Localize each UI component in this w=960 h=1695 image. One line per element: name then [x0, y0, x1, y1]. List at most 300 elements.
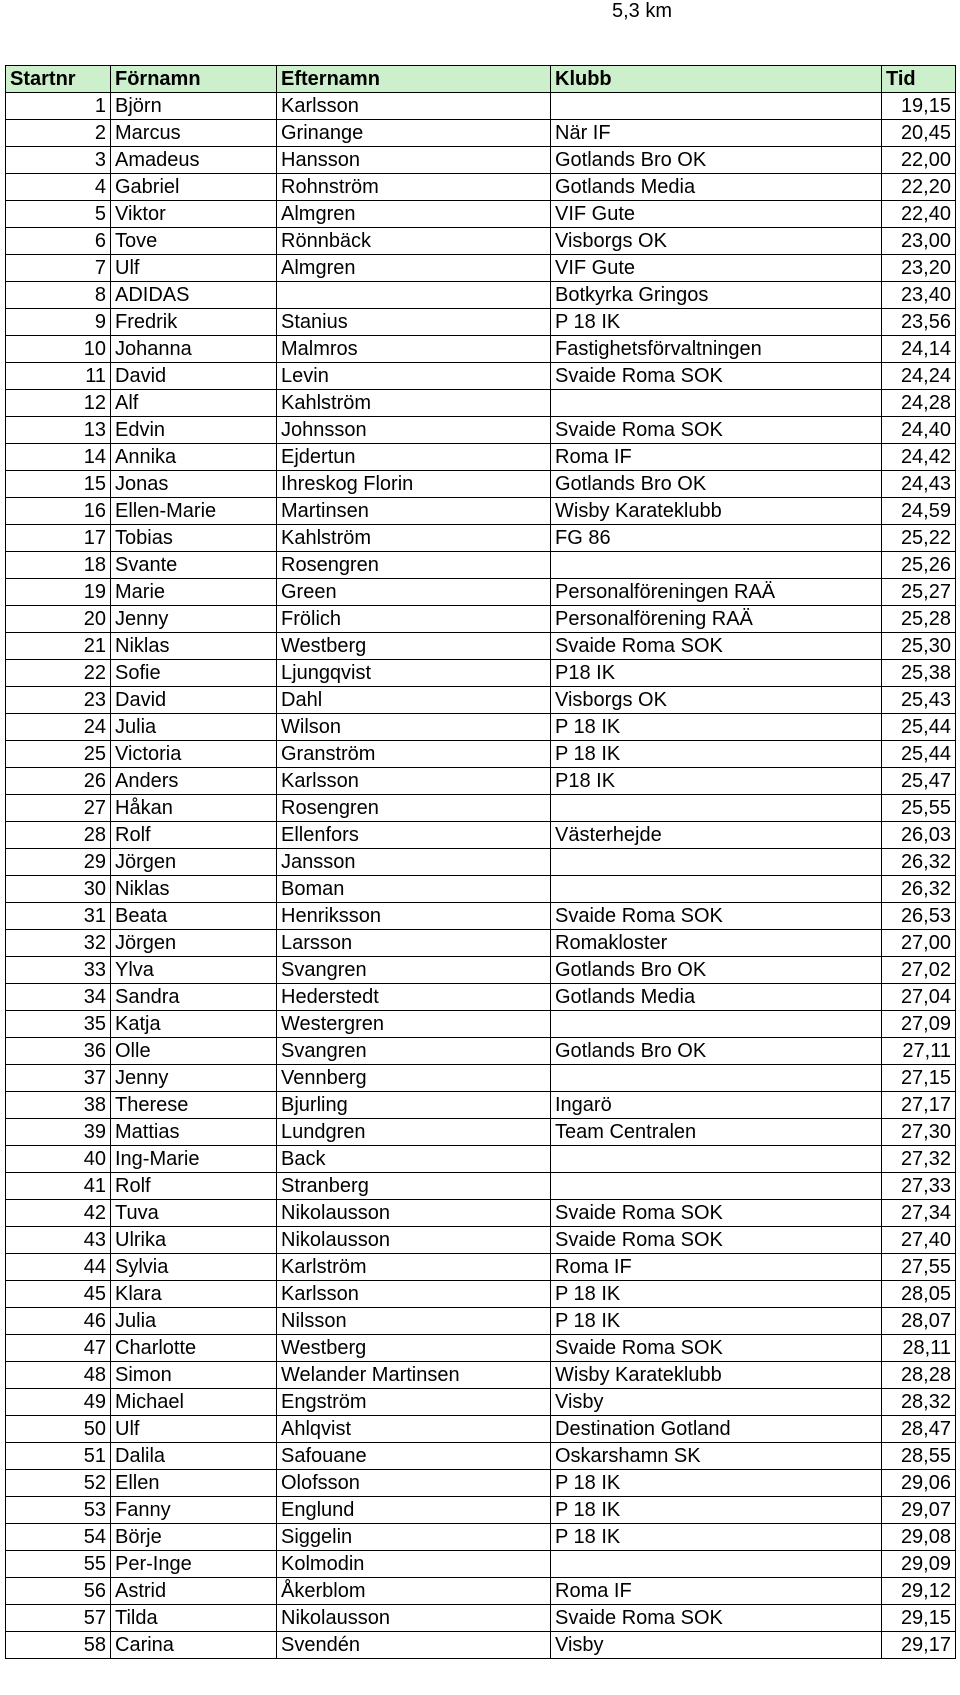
table-row: [6, 525, 956, 552]
table-row: [6, 417, 956, 444]
tid-cell: 27,30: [882, 1119, 956, 1146]
tid-cell: 29,12: [882, 1578, 956, 1605]
startnr-cell: 31: [6, 903, 111, 930]
fornamn-cell: Ulf: [111, 1416, 277, 1443]
fornamn-cell: Therese: [111, 1092, 277, 1119]
startnr-cell: 7: [6, 255, 111, 282]
klubb-cell: Svaide Roma SOK: [551, 417, 882, 444]
fornamn-cell: Tove: [111, 228, 277, 255]
klubb-cell: VIF Gute: [551, 255, 882, 282]
startnr-cell: 34: [6, 984, 111, 1011]
fornamn-cell: Michael: [111, 1389, 277, 1416]
efternamn-cell: Hansson: [277, 147, 551, 174]
klubb-cell: [551, 795, 882, 822]
startnr-cell: 2: [6, 120, 111, 147]
efternamn-cell: Green: [277, 579, 551, 606]
table-row: [6, 1578, 956, 1605]
klubb-cell: Visby: [551, 1632, 882, 1659]
efternamn-cell: Stanius: [277, 309, 551, 336]
startnr-cell: 44: [6, 1254, 111, 1281]
column-header-efternamn: Efternamn: [277, 66, 551, 93]
table-row: [6, 633, 956, 660]
table-row: [6, 444, 956, 471]
klubb-cell: P 18 IK: [551, 1524, 882, 1551]
startnr-cell: 20: [6, 606, 111, 633]
table-row: [6, 1092, 956, 1119]
startnr-cell: 40: [6, 1146, 111, 1173]
column-header-tid: Tid: [882, 66, 956, 93]
fornamn-cell: Björn: [111, 93, 277, 120]
fornamn-cell: Mattias: [111, 1119, 277, 1146]
efternamn-cell: Kolmodin: [277, 1551, 551, 1578]
tid-cell: 26,53: [882, 903, 956, 930]
table-row: [6, 957, 956, 984]
startnr-cell: 11: [6, 363, 111, 390]
startnr-cell: 46: [6, 1308, 111, 1335]
tid-cell: 27,15: [882, 1065, 956, 1092]
startnr-cell: 19: [6, 579, 111, 606]
fornamn-cell: Ylva: [111, 957, 277, 984]
tid-cell: 22,40: [882, 201, 956, 228]
fornamn-cell: Ing-Marie: [111, 1146, 277, 1173]
table-row: [6, 201, 956, 228]
startnr-cell: 36: [6, 1038, 111, 1065]
fornamn-cell: Svante: [111, 552, 277, 579]
tid-cell: 28,05: [882, 1281, 956, 1308]
klubb-cell: Gotlands Bro OK: [551, 147, 882, 174]
startnr-cell: 32: [6, 930, 111, 957]
efternamn-cell: Bjurling: [277, 1092, 551, 1119]
klubb-cell: Svaide Roma SOK: [551, 1227, 882, 1254]
table-row: [6, 282, 956, 309]
efternamn-cell: Nilsson: [277, 1308, 551, 1335]
klubb-cell: Gotlands Media: [551, 984, 882, 1011]
tid-cell: 25,44: [882, 714, 956, 741]
efternamn-cell: Levin: [277, 363, 551, 390]
tid-cell: 27,11: [882, 1038, 956, 1065]
klubb-cell: Romakloster: [551, 930, 882, 957]
table-row: [6, 1632, 956, 1659]
startnr-cell: 8: [6, 282, 111, 309]
table-row: [6, 1524, 956, 1551]
klubb-cell: Svaide Roma SOK: [551, 633, 882, 660]
efternamn-cell: Stranberg: [277, 1173, 551, 1200]
table-row: [6, 498, 956, 525]
efternamn-cell: Ahlqvist: [277, 1416, 551, 1443]
efternamn-cell: Henriksson: [277, 903, 551, 930]
results-body: [6, 93, 956, 1659]
efternamn-cell: Karlsson: [277, 1281, 551, 1308]
klubb-cell: Svaide Roma SOK: [551, 1605, 882, 1632]
fornamn-cell: Tuva: [111, 1200, 277, 1227]
fornamn-cell: Amadeus: [111, 147, 277, 174]
tid-cell: 27,02: [882, 957, 956, 984]
fornamn-cell: David: [111, 687, 277, 714]
efternamn-cell: Nikolausson: [277, 1200, 551, 1227]
startnr-cell: 13: [6, 417, 111, 444]
header-row: [6, 66, 956, 93]
table-row: [6, 660, 956, 687]
efternamn-cell: Hederstedt: [277, 984, 551, 1011]
efternamn-cell: Westberg: [277, 1335, 551, 1362]
tid-cell: 24,24: [882, 363, 956, 390]
table-row: [6, 1389, 956, 1416]
klubb-cell: P 18 IK: [551, 741, 882, 768]
fornamn-cell: Dalila: [111, 1443, 277, 1470]
klubb-cell: Roma IF: [551, 1254, 882, 1281]
table-row: [6, 1038, 956, 1065]
table-row: [6, 1281, 956, 1308]
fornamn-cell: Sofie: [111, 660, 277, 687]
fornamn-cell: Niklas: [111, 633, 277, 660]
results-table: [5, 65, 956, 1659]
table-row: [6, 579, 956, 606]
column-header-startnr: Startnr: [6, 66, 111, 93]
startnr-cell: 23: [6, 687, 111, 714]
tid-cell: 25,30: [882, 633, 956, 660]
table-row: [6, 1119, 956, 1146]
tid-cell: 24,43: [882, 471, 956, 498]
startnr-cell: 27: [6, 795, 111, 822]
startnr-cell: 48: [6, 1362, 111, 1389]
tid-cell: 28,07: [882, 1308, 956, 1335]
table-row: [6, 120, 956, 147]
klubb-cell: Gotlands Media: [551, 174, 882, 201]
table-row: [6, 1308, 956, 1335]
efternamn-cell: Boman: [277, 876, 551, 903]
klubb-cell: Personalföreningen RAÄ: [551, 579, 882, 606]
fornamn-cell: Marie: [111, 579, 277, 606]
table-row: [6, 1416, 956, 1443]
fornamn-cell: Gabriel: [111, 174, 277, 201]
tid-cell: 25,28: [882, 606, 956, 633]
klubb-cell: VIF Gute: [551, 201, 882, 228]
klubb-cell: Wisby Karateklubb: [551, 498, 882, 525]
fornamn-cell: Tobias: [111, 525, 277, 552]
tid-cell: 24,14: [882, 336, 956, 363]
tid-cell: 24,40: [882, 417, 956, 444]
tid-cell: 25,38: [882, 660, 956, 687]
tid-cell: 27,09: [882, 1011, 956, 1038]
efternamn-cell: Åkerblom: [277, 1578, 551, 1605]
efternamn-cell: Safouane: [277, 1443, 551, 1470]
klubb-cell: Svaide Roma SOK: [551, 1335, 882, 1362]
tid-cell: 24,28: [882, 390, 956, 417]
klubb-cell: Svaide Roma SOK: [551, 903, 882, 930]
fornamn-cell: ADIDAS: [111, 282, 277, 309]
fornamn-cell: Jenny: [111, 1065, 277, 1092]
fornamn-cell: Victoria: [111, 741, 277, 768]
klubb-cell: [551, 552, 882, 579]
table-row: [6, 363, 956, 390]
startnr-cell: 52: [6, 1470, 111, 1497]
klubb-cell: [551, 1551, 882, 1578]
efternamn-cell: Svangren: [277, 957, 551, 984]
startnr-cell: 37: [6, 1065, 111, 1092]
klubb-cell: Gotlands Bro OK: [551, 957, 882, 984]
efternamn-cell: Westberg: [277, 633, 551, 660]
table-row: [6, 984, 956, 1011]
fornamn-cell: Carina: [111, 1632, 277, 1659]
efternamn-cell: Almgren: [277, 201, 551, 228]
efternamn-cell: Svangren: [277, 1038, 551, 1065]
fornamn-cell: Rolf: [111, 822, 277, 849]
startnr-cell: 30: [6, 876, 111, 903]
table-row: [6, 147, 956, 174]
fornamn-cell: Anders: [111, 768, 277, 795]
klubb-cell: Västerhejde: [551, 822, 882, 849]
fornamn-cell: Beata: [111, 903, 277, 930]
efternamn-cell: Johnsson: [277, 417, 551, 444]
efternamn-cell: Granström: [277, 741, 551, 768]
fornamn-cell: Julia: [111, 714, 277, 741]
startnr-cell: 12: [6, 390, 111, 417]
tid-cell: 23,20: [882, 255, 956, 282]
tid-cell: 29,07: [882, 1497, 956, 1524]
table-row: [6, 174, 956, 201]
startnr-cell: 26: [6, 768, 111, 795]
fornamn-cell: Per-Inge: [111, 1551, 277, 1578]
table-row: [6, 1551, 956, 1578]
startnr-cell: 1: [6, 93, 111, 120]
startnr-cell: 35: [6, 1011, 111, 1038]
startnr-cell: 38: [6, 1092, 111, 1119]
tid-cell: 24,42: [882, 444, 956, 471]
startnr-cell: 55: [6, 1551, 111, 1578]
efternamn-cell: Ljungqvist: [277, 660, 551, 687]
tid-cell: 27,55: [882, 1254, 956, 1281]
tid-cell: 26,32: [882, 849, 956, 876]
table-row: [6, 1470, 956, 1497]
klubb-cell: Team Centralen: [551, 1119, 882, 1146]
klubb-cell: [551, 1173, 882, 1200]
startnr-cell: 53: [6, 1497, 111, 1524]
startnr-cell: 51: [6, 1443, 111, 1470]
efternamn-cell: Dahl: [277, 687, 551, 714]
tid-cell: 29,09: [882, 1551, 956, 1578]
startnr-cell: 41: [6, 1173, 111, 1200]
efternamn-cell: Vennberg: [277, 1065, 551, 1092]
tid-cell: 26,32: [882, 876, 956, 903]
table-row: [6, 1011, 956, 1038]
efternamn-cell: Olofsson: [277, 1470, 551, 1497]
klubb-cell: [551, 93, 882, 120]
klubb-cell: Visborgs OK: [551, 228, 882, 255]
tid-cell: 28,32: [882, 1389, 956, 1416]
efternamn-cell: [277, 282, 551, 309]
tid-cell: 25,27: [882, 579, 956, 606]
table-row: [6, 903, 956, 930]
fornamn-cell: Ellen-Marie: [111, 498, 277, 525]
klubb-cell: P 18 IK: [551, 1308, 882, 1335]
startnr-cell: 15: [6, 471, 111, 498]
table-row: [6, 552, 956, 579]
table-row: [6, 1605, 956, 1632]
startnr-cell: 56: [6, 1578, 111, 1605]
table-row: [6, 1065, 956, 1092]
startnr-cell: 10: [6, 336, 111, 363]
startnr-cell: 18: [6, 552, 111, 579]
tid-cell: 27,34: [882, 1200, 956, 1227]
tid-cell: 20,45: [882, 120, 956, 147]
table-row: [6, 228, 956, 255]
klubb-cell: Ingarö: [551, 1092, 882, 1119]
tid-cell: 26,03: [882, 822, 956, 849]
tid-cell: 28,55: [882, 1443, 956, 1470]
tid-cell: 29,06: [882, 1470, 956, 1497]
fornamn-cell: Astrid: [111, 1578, 277, 1605]
startnr-cell: 24: [6, 714, 111, 741]
fornamn-cell: David: [111, 363, 277, 390]
klubb-cell: Svaide Roma SOK: [551, 1200, 882, 1227]
startnr-cell: 50: [6, 1416, 111, 1443]
tid-cell: 25,26: [882, 552, 956, 579]
efternamn-cell: Engström: [277, 1389, 551, 1416]
column-header-klubb: Klubb: [551, 66, 882, 93]
efternamn-cell: Nikolausson: [277, 1605, 551, 1632]
efternamn-cell: Kahlström: [277, 525, 551, 552]
klubb-cell: [551, 1065, 882, 1092]
efternamn-cell: Englund: [277, 1497, 551, 1524]
tid-cell: 23,40: [882, 282, 956, 309]
table-row: [6, 876, 956, 903]
klubb-cell: Svaide Roma SOK: [551, 363, 882, 390]
table-row: [6, 255, 956, 282]
tid-cell: 29,17: [882, 1632, 956, 1659]
klubb-cell: Roma IF: [551, 444, 882, 471]
klubb-cell: [551, 390, 882, 417]
klubb-cell: [551, 849, 882, 876]
efternamn-cell: Karlsson: [277, 768, 551, 795]
efternamn-cell: Frölich: [277, 606, 551, 633]
table-row: [6, 741, 956, 768]
tid-cell: 25,55: [882, 795, 956, 822]
efternamn-cell: Karlström: [277, 1254, 551, 1281]
efternamn-cell: Karlsson: [277, 93, 551, 120]
fornamn-cell: Ulrika: [111, 1227, 277, 1254]
table-row: [6, 930, 956, 957]
table-row: [6, 1335, 956, 1362]
efternamn-cell: Rosengren: [277, 795, 551, 822]
table-row: [6, 768, 956, 795]
table-row: [6, 849, 956, 876]
klubb-cell: P 18 IK: [551, 1497, 882, 1524]
startnr-cell: 22: [6, 660, 111, 687]
startnr-cell: 25: [6, 741, 111, 768]
efternamn-cell: Lundgren: [277, 1119, 551, 1146]
startnr-cell: 16: [6, 498, 111, 525]
efternamn-cell: Siggelin: [277, 1524, 551, 1551]
fornamn-cell: Fredrik: [111, 309, 277, 336]
klubb-cell: Botkyrka Gringos: [551, 282, 882, 309]
klubb-cell: När IF: [551, 120, 882, 147]
efternamn-cell: Grinange: [277, 120, 551, 147]
tid-cell: 27,40: [882, 1227, 956, 1254]
klubb-cell: P18 IK: [551, 768, 882, 795]
fornamn-cell: Rolf: [111, 1173, 277, 1200]
fornamn-cell: Ulf: [111, 255, 277, 282]
table-row: [6, 1254, 956, 1281]
table-row: [6, 1200, 956, 1227]
startnr-cell: 3: [6, 147, 111, 174]
efternamn-cell: Rosengren: [277, 552, 551, 579]
klubb-cell: P 18 IK: [551, 1281, 882, 1308]
tid-cell: 27,33: [882, 1173, 956, 1200]
tid-cell: 28,28: [882, 1362, 956, 1389]
fornamn-cell: Alf: [111, 390, 277, 417]
klubb-cell: Gotlands Bro OK: [551, 471, 882, 498]
klubb-cell: Visborgs OK: [551, 687, 882, 714]
efternamn-cell: Back: [277, 1146, 551, 1173]
startnr-cell: 54: [6, 1524, 111, 1551]
table-row: [6, 795, 956, 822]
fornamn-cell: Edvin: [111, 417, 277, 444]
klubb-cell: P 18 IK: [551, 1470, 882, 1497]
fornamn-cell: Annika: [111, 444, 277, 471]
tid-cell: 25,43: [882, 687, 956, 714]
fornamn-cell: Katja: [111, 1011, 277, 1038]
table-row: [6, 1146, 956, 1173]
klubb-cell: Visby: [551, 1389, 882, 1416]
startnr-cell: 33: [6, 957, 111, 984]
table-row: [6, 1227, 956, 1254]
startnr-cell: 43: [6, 1227, 111, 1254]
startnr-cell: 47: [6, 1335, 111, 1362]
table-row: [6, 336, 956, 363]
table-row: [6, 687, 956, 714]
table-row: [6, 1173, 956, 1200]
fornamn-cell: Olle: [111, 1038, 277, 1065]
klubb-cell: [551, 876, 882, 903]
klubb-cell: FG 86: [551, 525, 882, 552]
tid-cell: 27,00: [882, 930, 956, 957]
klubb-cell: [551, 1146, 882, 1173]
table-row: [6, 309, 956, 336]
klubb-cell: Personalförening RAÄ: [551, 606, 882, 633]
efternamn-cell: Rohnström: [277, 174, 551, 201]
table-row: [6, 1443, 956, 1470]
fornamn-cell: Sylvia: [111, 1254, 277, 1281]
tid-cell: 28,47: [882, 1416, 956, 1443]
efternamn-cell: Nikolausson: [277, 1227, 551, 1254]
startnr-cell: 4: [6, 174, 111, 201]
table-row: [6, 714, 956, 741]
klubb-cell: P 18 IK: [551, 714, 882, 741]
klubb-cell: Destination Gotland: [551, 1416, 882, 1443]
fornamn-cell: Klara: [111, 1281, 277, 1308]
fornamn-cell: Jörgen: [111, 930, 277, 957]
tid-cell: 29,08: [882, 1524, 956, 1551]
table-row: [6, 471, 956, 498]
fornamn-cell: Charlotte: [111, 1335, 277, 1362]
klubb-cell: P 18 IK: [551, 309, 882, 336]
startnr-cell: 14: [6, 444, 111, 471]
startnr-cell: 39: [6, 1119, 111, 1146]
startnr-cell: 45: [6, 1281, 111, 1308]
efternamn-cell: Ihreskog Florin: [277, 471, 551, 498]
tid-cell: 29,15: [882, 1605, 956, 1632]
distance-heading: 5,3 km: [612, 0, 673, 22]
tid-cell: 27,32: [882, 1146, 956, 1173]
klubb-cell: Wisby Karateklubb: [551, 1362, 882, 1389]
efternamn-cell: Larsson: [277, 930, 551, 957]
table-row: [6, 1497, 956, 1524]
tid-cell: 22,00: [882, 147, 956, 174]
fornamn-cell: Jenny: [111, 606, 277, 633]
efternamn-cell: Westergren: [277, 1011, 551, 1038]
fornamn-cell: Julia: [111, 1308, 277, 1335]
table-row: [6, 606, 956, 633]
